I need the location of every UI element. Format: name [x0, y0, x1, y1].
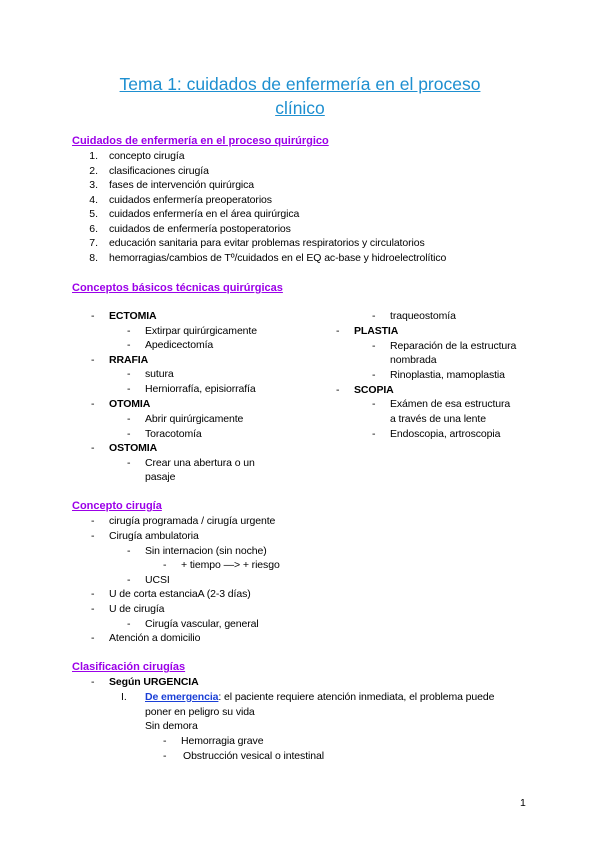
list-item: cirugía programada / cirugía urgente — [109, 515, 276, 527]
bullet-dash: - — [163, 559, 167, 571]
list-number: 4. — [89, 194, 98, 206]
example: Rinoplastia, mamoplastia — [390, 369, 505, 381]
bullet-dash: - — [91, 442, 95, 454]
list-number: 2. — [89, 165, 98, 177]
bullet-dash: - — [127, 413, 131, 425]
list-item: cuidados enfermería en el área quirúrgica — [109, 208, 300, 220]
bullet-dash: - — [91, 676, 95, 688]
bullet-dash: - — [336, 384, 340, 396]
emergencia-description-continued: poner en peligro su vida — [145, 706, 255, 718]
definition: sutura — [145, 368, 174, 380]
bullet-dash: - — [336, 325, 340, 337]
definition-continued: a través de una lente — [390, 413, 486, 425]
list-item: fases de intervención quirúrgica — [109, 179, 255, 191]
section-heading-concepto-cirugia: Concepto cirugía — [72, 500, 162, 512]
list-item: U de cirugía — [109, 603, 165, 615]
bullet-dash: - — [372, 310, 376, 322]
bullet-dash: - — [372, 398, 376, 410]
list-item: hemorragias/cambios de Tº/cuidados en el EQ ac-base y hidroelectrolítico — [109, 252, 447, 264]
subheading-urgencia: Según URGENCIA — [109, 676, 199, 688]
list-item: Cirugía vascular, general — [145, 618, 259, 630]
list-number: 8. — [89, 252, 98, 264]
list-item: clasificaciones cirugía — [109, 165, 209, 177]
list-item: cuidados enfermería preoperatorios — [109, 194, 272, 206]
emergencia-term: De emergencia — [145, 691, 219, 703]
section-heading-conceptos: Conceptos básicos técnicas quirúrgicas — [72, 282, 283, 294]
bullet-dash: - — [127, 368, 131, 380]
term-scopia: SCOPIA — [354, 384, 394, 396]
term-plastia: PLASTIA — [354, 325, 399, 337]
list-item: concepto cirugía — [109, 150, 185, 162]
example: Herniorrafía, episiorrafía — [145, 383, 256, 395]
section-heading-clasificacion: Clasificación cirugías — [72, 661, 186, 673]
bullet-dash: - — [91, 530, 95, 542]
bullet-dash: - — [91, 632, 95, 644]
list-item: UCSI — [145, 574, 170, 586]
definition-continued: nombrada — [390, 354, 437, 366]
term-otomia: OTOMIA — [109, 398, 151, 410]
bullet-dash: - — [127, 545, 131, 557]
page-title-line1: Tema 1: cuidados de enfermería en el proceso — [119, 74, 481, 94]
list-item: cuidados de enfermería postoperatorios — [109, 223, 291, 235]
bullet-dash: - — [127, 574, 131, 586]
list-item: + tiempo —> + riesgo — [181, 559, 280, 571]
list-number: 3. — [89, 179, 98, 191]
example: Endoscopia, artroscopia — [390, 428, 501, 440]
list-number: 1. — [89, 150, 98, 162]
bullet-dash: - — [91, 310, 95, 322]
list-item: U de corta estanciaA (2-3 días) — [109, 588, 251, 600]
bullet-dash: - — [127, 618, 131, 630]
list-item: educación sanitaria para evitar problemas respiratorios y circulatorios — [109, 237, 425, 249]
list-item: Obstrucción vesical o intestinal — [183, 750, 324, 762]
list-item: Atención a domicilio — [109, 632, 201, 644]
definition: Reparación de la estructura — [390, 340, 517, 352]
term-ectomia: ECTOMIA — [109, 310, 157, 322]
bullet-dash: - — [91, 603, 95, 615]
list-number: 5. — [89, 208, 98, 220]
list-number: 6. — [89, 223, 98, 235]
emergencia-line — [145, 691, 494, 703]
bullet-dash: - — [372, 369, 376, 381]
bullet-dash: - — [91, 354, 95, 366]
definition: Crear una abertura o un — [145, 457, 255, 469]
bullet-dash: - — [127, 383, 131, 395]
sin-demora: Sin demora — [145, 720, 198, 732]
section-heading-cuidados: Cuidados de enfermería en el proceso quirúrgico — [72, 135, 329, 147]
bullet-dash: - — [91, 398, 95, 410]
bullet-dash: - — [127, 457, 131, 469]
bullet-dash: - — [91, 588, 95, 600]
definition: Abrir quirúrgicamente — [145, 413, 244, 425]
page-number: 1 — [520, 797, 526, 809]
example: Toracotomía — [145, 428, 202, 440]
example: Apedicectomía — [145, 339, 214, 351]
bullet-dash: - — [372, 428, 376, 440]
list-item: Hemorragia grave — [181, 735, 264, 747]
list-item: Sin internacion (sin noche) — [145, 545, 267, 557]
bullet-dash: - — [127, 428, 131, 440]
bullet-dash: - — [163, 750, 167, 762]
definition-continued: pasaje — [145, 471, 176, 483]
definition: Exámen de esa estructura — [390, 398, 511, 410]
term-ostomia: OSTOMIA — [109, 442, 158, 454]
term-rrafia: RRAFIA — [109, 354, 149, 366]
bullet-dash: - — [127, 325, 131, 337]
definition: Extirpar quirúrgicamente — [145, 325, 257, 337]
bullet-dash: - — [91, 515, 95, 527]
bullet-dash: - — [163, 735, 167, 747]
list-number: 7. — [89, 237, 98, 249]
example: traqueostomía — [390, 310, 456, 322]
emergencia-description: : el paciente requiere atención inmediata, el problema puede — [218, 691, 495, 703]
page-title-line2: clínico — [275, 98, 325, 118]
roman-numeral: I. — [121, 691, 127, 703]
list-item: Cirugía ambulatoria — [109, 530, 199, 542]
bullet-dash: - — [127, 339, 131, 351]
bullet-dash: - — [372, 340, 376, 352]
